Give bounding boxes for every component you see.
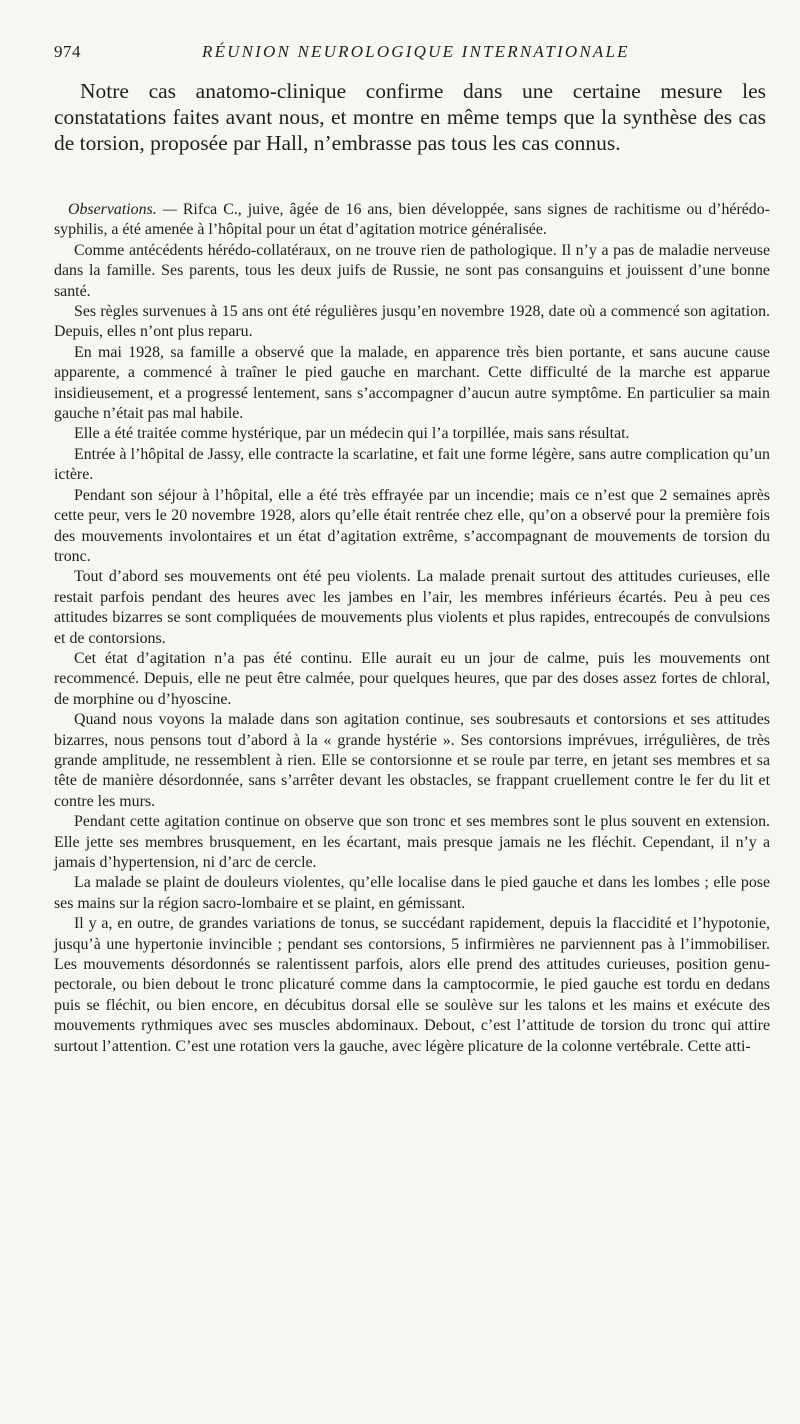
body-paragraph: Quand nous voyons la malade dans son agitation continue, ses soubresauts et contorsions et ses attitudes bizarres, nous pensons tout d’abord à la « grande hystérie ». Ses contorsions imprévues, irrégulières, de très grande amplitude, ne ressemblent à rien. Elle se contorsionne et se roule par terre, en jetant ses membres et sa tête de manière désordonnée, sans s’arrêter devant les obstacles, se frappant cruellement contre le fer du lit et contre les murs. [54, 711, 770, 810]
body-paragraph: Pendant son séjour à l’hôpital, elle a été très effrayée par un incendie; mais ce n’est que 2 semaines après cette peur, vers le 20 novembre 1928, alors qu’elle était rentrée chez elle, qu’on a observé pour la première fois des mouvements involontaires et un état d’agitation extrême, s’accompagnant de mouvements de torsion du tronc. [54, 486, 770, 565]
page-number: 974 [54, 42, 81, 61]
body-paragraph: Pendant cette agitation continue on observe que son tronc et ses membres sont le plus souvent en extension. Elle jette ses membres brusquement, en les écartant, mais presque jamais ne les fléchit. Cependant, il n’y a jamais d’hypertension, ni d’arc de cercle. [54, 813, 770, 871]
observations-label: Observations. — [68, 201, 177, 218]
observation-paragraph [54, 200, 770, 241]
page-header [54, 38, 770, 68]
body-paragraph: En mai 1928, sa famille a observé que la malade, en apparence très bien portante, et sans aucune cause apparente, a commencé à traîner le pied gauche en marchant. Cette difficulté de la marche est apparue insidieusement, et a progressé lentement, sans s’accompagner d’aucun autre symptôme. En particulier sa main gauche n’était pas mal habile. [54, 343, 770, 423]
body-paragraph: Cet état d’agitation n’a pas été continu. Elle aurait eu un jour de calme, puis les mouvements ont recommencé. Depuis, elle ne peut être calmée, pour quelques heures, que par des doses assez fortes de chloral, de morphine ou d’hyoscine. [54, 649, 770, 708]
observations-section [54, 200, 770, 1057]
body-paragraph: Entrée à l’hôpital de Jassy, elle contracte la scarlatine, et fait une forme légère, sans autre complication qu’un ictère. [54, 445, 770, 484]
body-paragraph: Il y a, en outre, de grandes variations de tonus, se succédant rapidement, depuis la flaccidité et l’hypotonie, jusqu’à une hypertonie invincible ; pendant ses contorsions, 5 infirmières ne parviennent pas à l’immobiliser. Les mouvements désordonnés se ralentissent parfois, alors elle prend des attitudes curieuses, position genu-pectorale, ou bien debout le tronc plicaturé comme dans la camptocormie, le pied gauche est tordu en dedans puis se fléchit, ou bien encore, en décubitus dorsal elle se soulève sur les talons et les mains et exécute des mouvements rythmiques avec ses muscles abdominaux. Debout, c’est l’attitude de torsion du tronc qui attire surtout l’attention. C’est une rotation vers la gauche, avec légère plicature de la colonne vertébrale. Cette atti- [54, 915, 770, 1055]
body-paragraph: Comme antécédents hérédo-collatéraux, on ne trouve rien de pathologique. Il n’y a pas de maladie nerveuse dans la famille. Ses parents, tous les deux juifs de Russie, ne sont pas consanguins et jouissent d’une bonne santé. [54, 241, 770, 300]
body-paragraph: Ses règles survenues à 15 ans ont été régulières jusqu’en novembre 1928, date où a commencé son agitation. Depuis, elles n’ont plus reparu. [54, 303, 770, 341]
observation-first-text: Rifca C., juive, âgée de 16 ans, bien développée, sans signes de rachitisme ou d’hérédo-syphilis, a été amenée à l’hôpital pour un état d’agitation motrice généralisée. [54, 201, 770, 239]
body-paragraph: Tout d’abord ses mouvements ont été peu violents. La malade prenait surtout des attitudes curieuses, elle restait parfois pendant des heures avec les jambes en l’air, les membres inférieurs écartés. Peu à peu ces attitudes bizarres se sont compliquées de mouvements plus violents et plus rapides, entrecoupés de convulsions et de contorsions. [54, 568, 770, 647]
running-title: RÉUNION NEUROLOGIQUE INTERNATIONALE [202, 42, 630, 61]
body-paragraph: La malade se plaint de douleurs violentes, qu’elle localise dans le pied gauche et dans les lombes ; elle pose ses mains sur la région sacro-lombaire et se plaint, en gémissant. [54, 874, 770, 912]
intro-paragraph: Notre cas anatomo-clinique confirme dans une certaine mesure les constatations faites avant nous, et montre en même temps que la synthèse des cas de torsion, proposée par Hall, n’embrasse pas tous les cas connus. [54, 79, 766, 155]
body-paragraph: Elle a été traitée comme hystérique, par un médecin qui l’a torpillée, mais sans résultat. [74, 425, 630, 443]
